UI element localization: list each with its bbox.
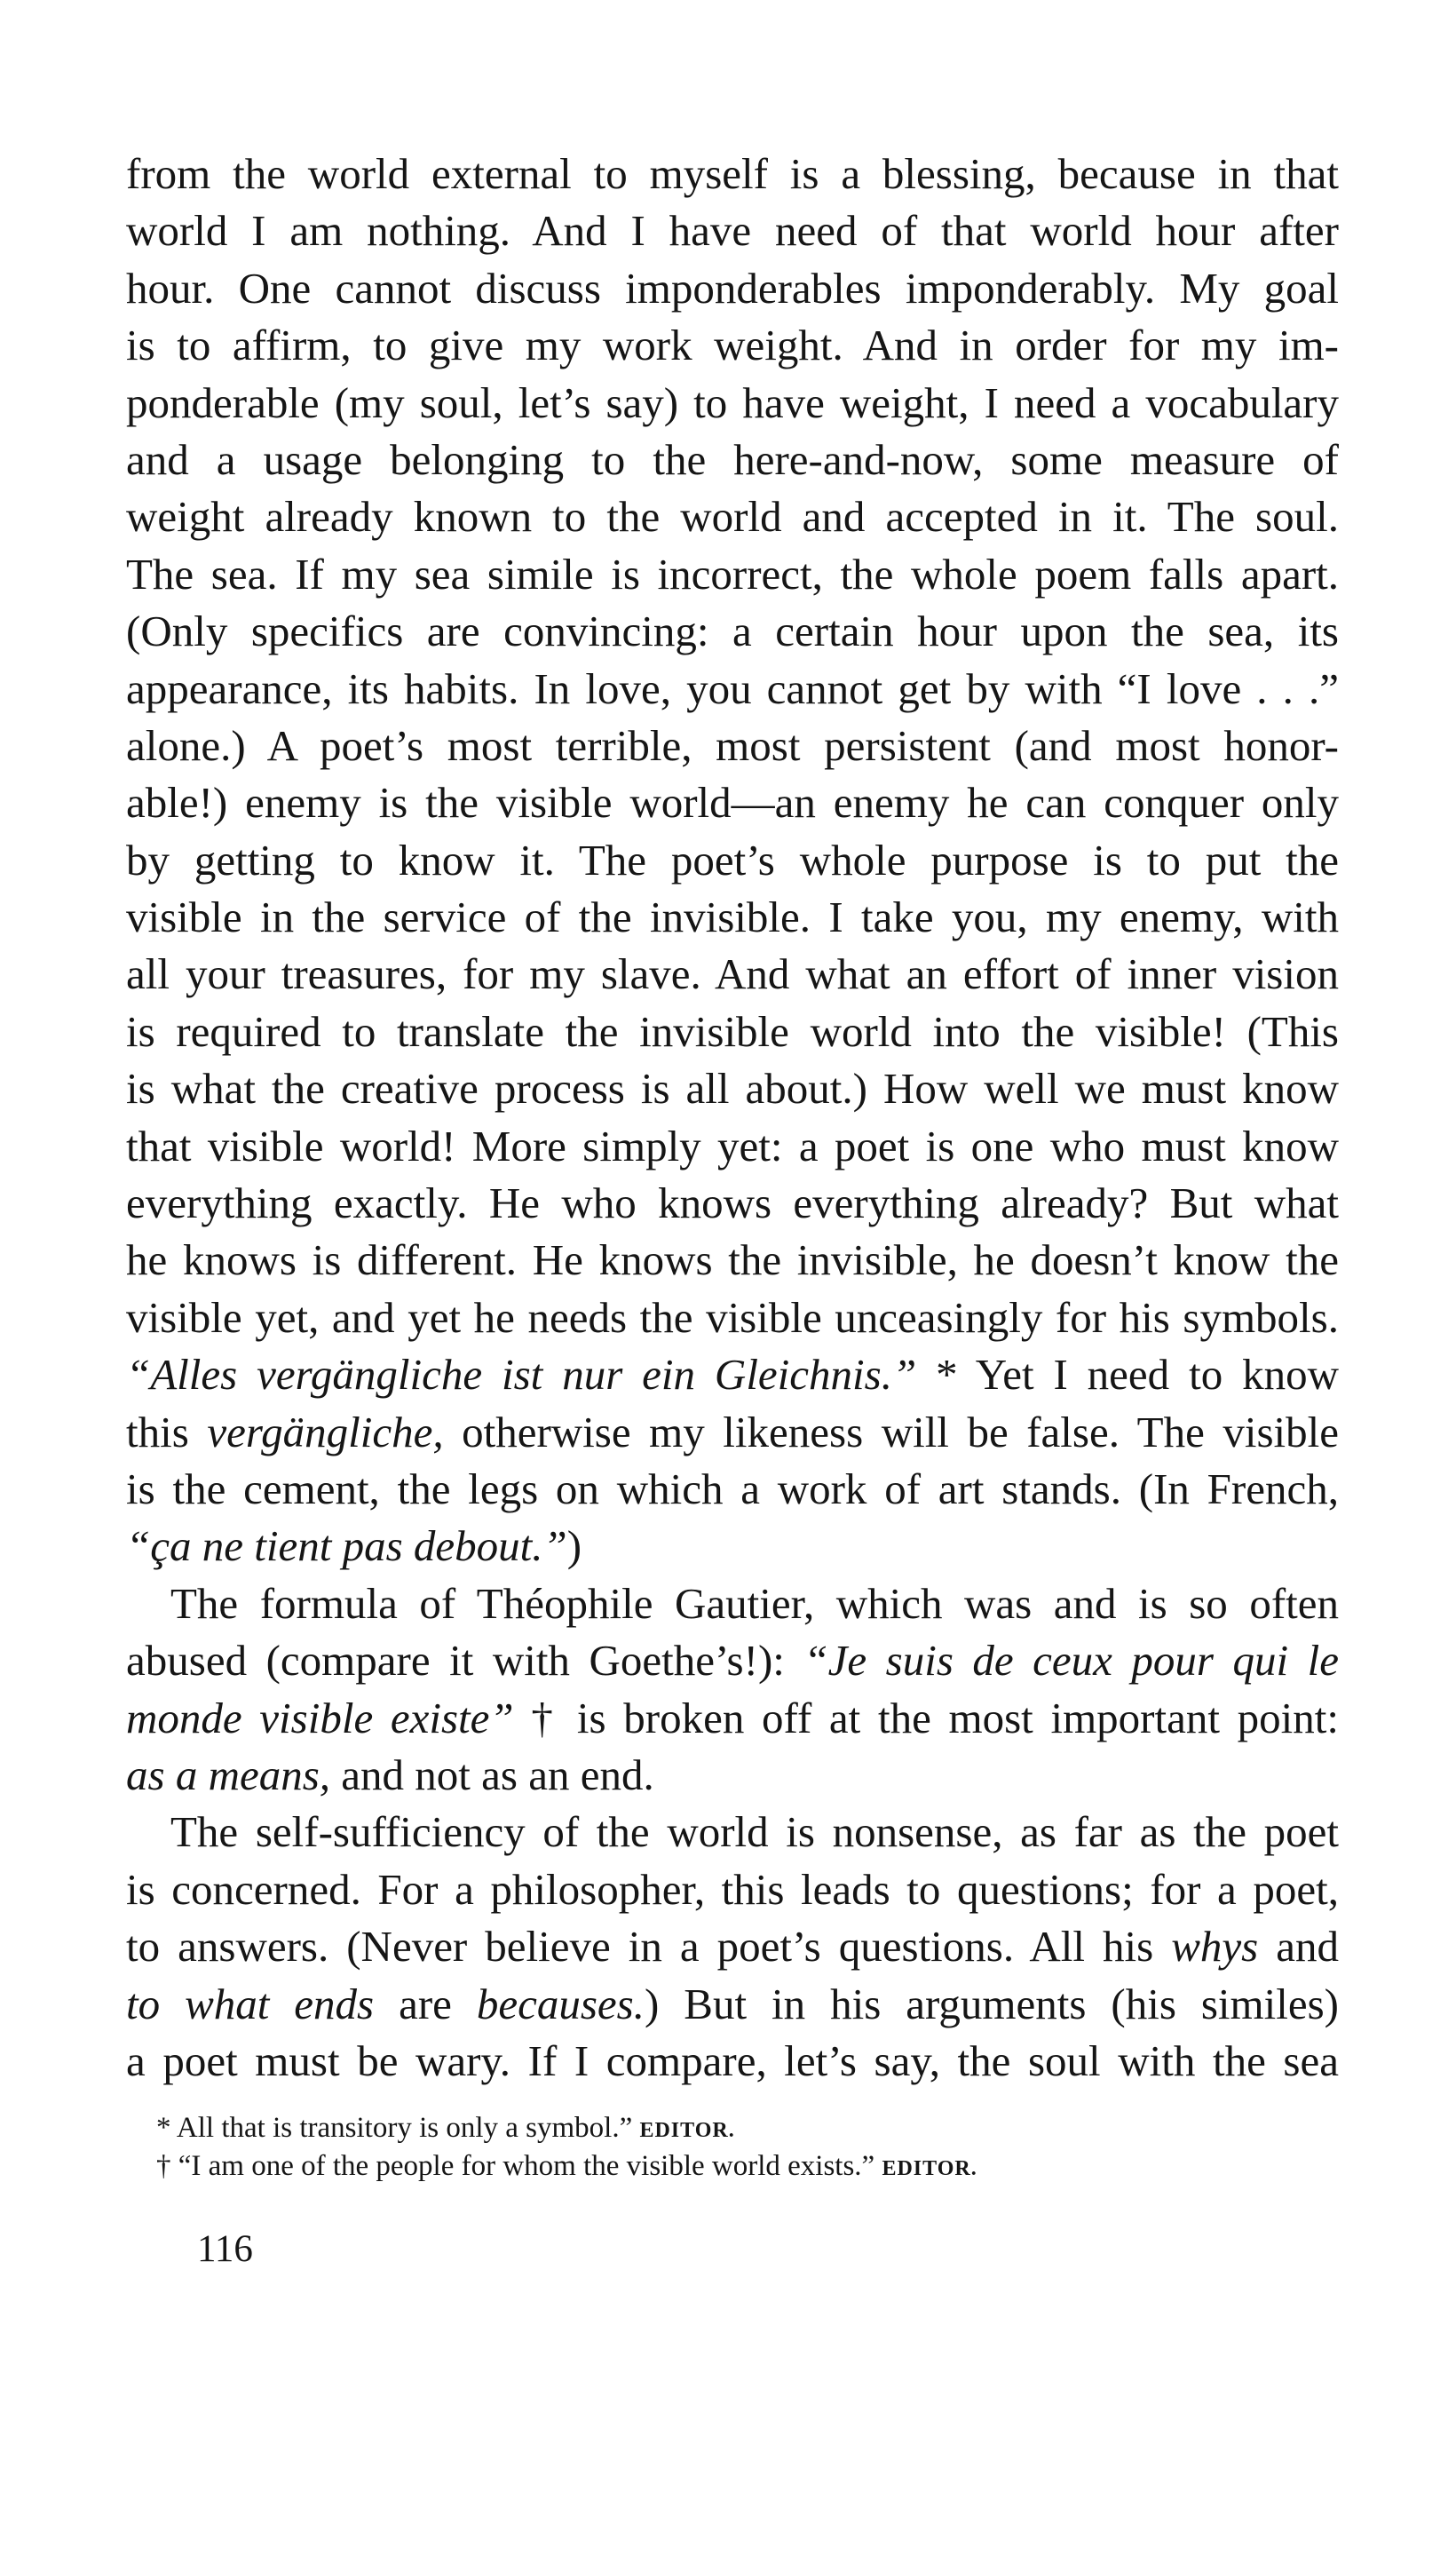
text-segment: hour. One cannot discuss imponderables imponderably. My goal [126,263,1339,313]
text-segment: everything exactly. He who knows everything already? But what [126,1178,1339,1228]
text-line [126,1804,1339,1861]
text-segment: appearance, its habits. In love, you cannot get by with “I love . . .” [126,663,1339,713]
text-line [126,832,1339,889]
text-line [126,432,1339,488]
footnote-1-editor-tag: EDITOR. [639,2119,735,2142]
text-segment: is required to translate the invisible world into the visible! (This [126,1006,1339,1056]
footnote-1 [156,2110,1239,2148]
text-segment: and [1258,1922,1339,1972]
text-line [126,1976,1339,2033]
text-segment: to answers. (Never believe in a poet’s questions. All his [126,1922,1172,1972]
text-line [126,202,1339,259]
text-segment: is the cement, the legs on which a work of art stands. (In French, [126,1464,1339,1513]
text-line [126,1918,1339,1975]
footnote-1-text: * All that is transitory is only a symbol.” [156,2112,640,2144]
text-line [126,375,1339,432]
footnotes [156,2110,1239,2186]
italic-segment: as a means, [126,1750,331,1799]
italic-segment: to what ends [126,1979,375,2028]
text-segment: visible yet, and yet he needs the visible unceasingly for his symbols. [126,1292,1339,1342]
text-line [126,1060,1339,1117]
text-segment: this [126,1407,208,1456]
italic-segment: whys [1171,1922,1259,1972]
text-segment: ) But in his arguments (his similes) [645,1979,1339,2028]
text-segment: otherwise my likeness will be false. The visible [443,1407,1340,1456]
text-line [126,1690,1339,1747]
text-line [126,2033,1339,2090]
text-segment: by getting to know it. The poet’s whole purpose is to put the [126,835,1339,885]
text-segment: alone.) A poet’s most terrible, most persistent (and most honor- [126,720,1339,770]
text-segment: is to affirm, to give my work weight. And in order for my im- [126,321,1339,370]
text-segment: and not as an end. [330,1750,654,1799]
italic-segment: monde visible existe” [126,1693,514,1742]
text-segment: * Yet I need to know [916,1350,1339,1400]
text-segment: are [374,1979,477,2028]
text-line [126,1575,1339,1632]
text-segment: is concerned. For a philosopher, this leads to questions; for a poet, [126,1864,1339,1914]
text-line [126,1518,1339,1575]
text-segment: and a usage belonging to the here-and-now, some measure of [126,434,1339,484]
text-line [126,946,1339,1003]
text-line [126,1175,1339,1232]
text-segment: weight already known to the world and accepted in it. The soul. [126,492,1339,542]
text-segment: ponderable (my soul, let’s say) to have weight, I need a vocabulary [126,377,1339,427]
text-line [126,1004,1339,1060]
text-line [126,603,1339,660]
italic-segment: becauses. [476,1979,645,2028]
text-segment: that visible world! More simply yet: a poet is one who must know [126,1121,1339,1170]
text-line [126,146,1339,202]
text-line [126,488,1339,545]
page-number: 116 [197,2228,253,2270]
text-segment: from the world external to myself is a blessing, because in that [126,149,1339,198]
text-line [126,1861,1339,1918]
footnote-2-editor-tag: EDITOR. [882,2157,977,2180]
text-segment: visible in the service of the invisible. I take you, my enemy, with [126,893,1339,942]
italic-segment: “Je suis de ceux pour qui le [803,1636,1339,1686]
text-segment: (Only specifics are convincing: a certain hour upon the sea, its [126,607,1339,656]
text-line [126,718,1339,774]
text-segment: The formula of Théophile Gautier, which was and is so often [170,1578,1339,1628]
text-line [126,661,1339,718]
text-line [126,1404,1339,1461]
text-segment: † is broken off at the most important point: [513,1693,1339,1742]
text-line [126,317,1339,374]
text-segment: all your treasures, for my slave. And what an effort of inner vision [126,949,1339,999]
footnote-2-text: † “I am one of the people for whom the visible world exists.” [156,2150,882,2182]
text-line [126,889,1339,946]
italic-segment: vergängliche, [207,1407,444,1456]
text-segment: The sea. If my sea simile is incorrect, the whole poem falls apart. [126,549,1339,599]
text-segment: abused (compare it with Goethe’s!): [126,1636,804,1686]
text-line [126,1232,1339,1289]
text-segment: able!) enemy is the visible world—an enemy he can conquer only [126,778,1339,828]
footnote-2 [156,2148,1239,2186]
text-line [126,1461,1339,1518]
italic-segment: “Alles vergängliche ist nur ein Gleichnis.” [126,1350,917,1400]
text-line [126,1632,1339,1689]
text-line [126,1118,1339,1175]
text-segment: a poet must be wary. If I compare, let’s say, the soul with the sea [126,2035,1339,2085]
text-line [126,1747,1339,1804]
body-text [126,146,1339,2090]
text-line [126,1346,1339,1403]
text-segment: he knows is different. He knows the invisible, he doesn’t know the [126,1235,1339,1285]
text-segment: ) [566,1521,582,1571]
italic-segment: “ça ne tient pas debout.” [126,1521,567,1571]
text-segment: The self-sufficiency of the world is nonsense, as far as the poet [170,1807,1339,1857]
text-line [126,260,1339,317]
text-line [126,774,1339,831]
text-segment: is what the creative process is all about.) How well we must know [126,1064,1339,1114]
text-segment: world I am nothing. And I have need of that world hour after [126,206,1339,256]
text-line [126,546,1339,603]
text-line [126,1289,1339,1346]
